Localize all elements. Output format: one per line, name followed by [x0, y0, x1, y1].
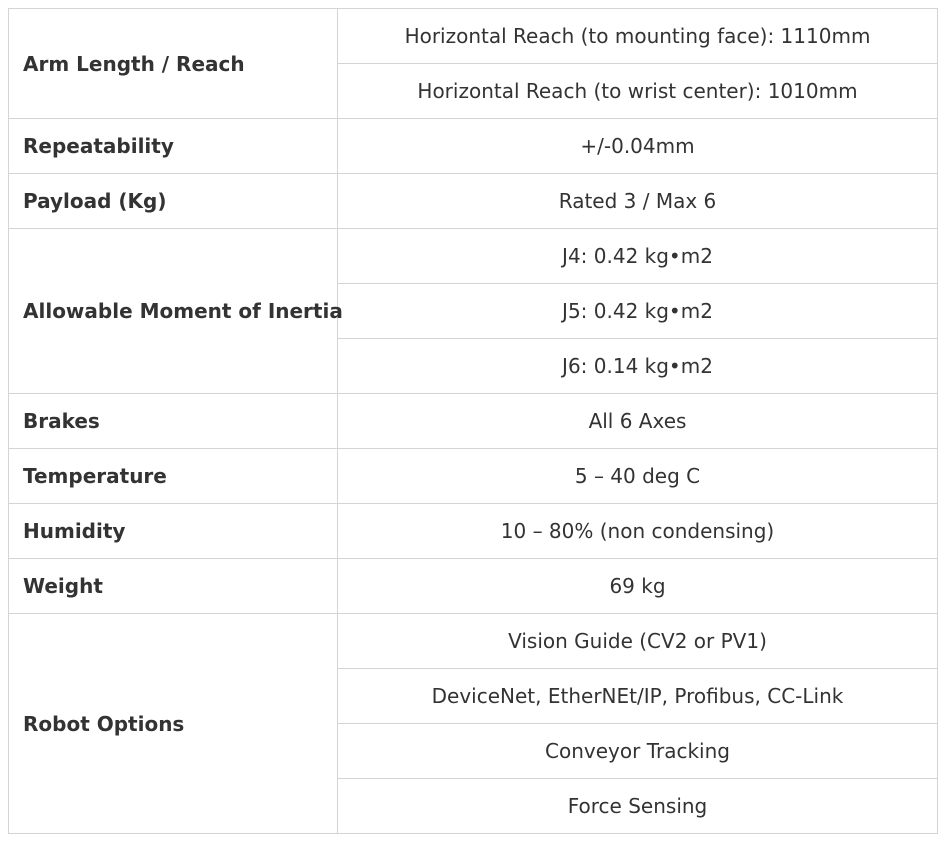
spec-value: Horizontal Reach (to wrist center): 1010mm — [338, 64, 938, 119]
spec-value: 69 kg — [338, 559, 938, 614]
spec-label: Allowable Moment of Inertia — [9, 229, 338, 394]
spec-value: Force Sensing — [338, 779, 938, 834]
robot-spec-table — [8, 8, 938, 834]
spec-label: Payload (Kg) — [9, 174, 338, 229]
spec-row-weight — [9, 559, 938, 614]
spec-value: All 6 Axes — [338, 394, 938, 449]
spec-row-robot-options — [9, 614, 938, 669]
spec-row-temperature — [9, 449, 938, 504]
spec-label: Repeatability — [9, 119, 338, 174]
spec-value: 5 – 40 deg C — [338, 449, 938, 504]
spec-value: 10 – 80% (non condensing) — [338, 504, 938, 559]
spec-label: Weight — [9, 559, 338, 614]
spec-value: Horizontal Reach (to mounting face): 1110mm — [338, 9, 938, 64]
spec-row-humidity — [9, 504, 938, 559]
spec-value: Vision Guide (CV2 or PV1) — [338, 614, 938, 669]
spec-label: Brakes — [9, 394, 338, 449]
spec-row-arm-length — [9, 9, 938, 64]
spec-row-payload — [9, 174, 938, 229]
spec-value: J5: 0.42 kg•m2 — [338, 284, 938, 339]
spec-value: J4: 0.42 kg•m2 — [338, 229, 938, 284]
spec-value: Conveyor Tracking — [338, 724, 938, 779]
spec-value: J6: 0.14 kg•m2 — [338, 339, 938, 394]
spec-row-brakes — [9, 394, 938, 449]
spec-row-inertia — [9, 229, 938, 284]
spec-row-repeatability — [9, 119, 938, 174]
spec-label: Humidity — [9, 504, 338, 559]
spec-label: Temperature — [9, 449, 338, 504]
spec-value: +/-0.04mm — [338, 119, 938, 174]
spec-value: DeviceNet, EtherNEt/IP, Profibus, CC-Link — [338, 669, 938, 724]
spec-label: Arm Length / Reach — [9, 9, 338, 119]
spec-label: Robot Options — [9, 614, 338, 834]
spec-value: Rated 3 / Max 6 — [338, 174, 938, 229]
